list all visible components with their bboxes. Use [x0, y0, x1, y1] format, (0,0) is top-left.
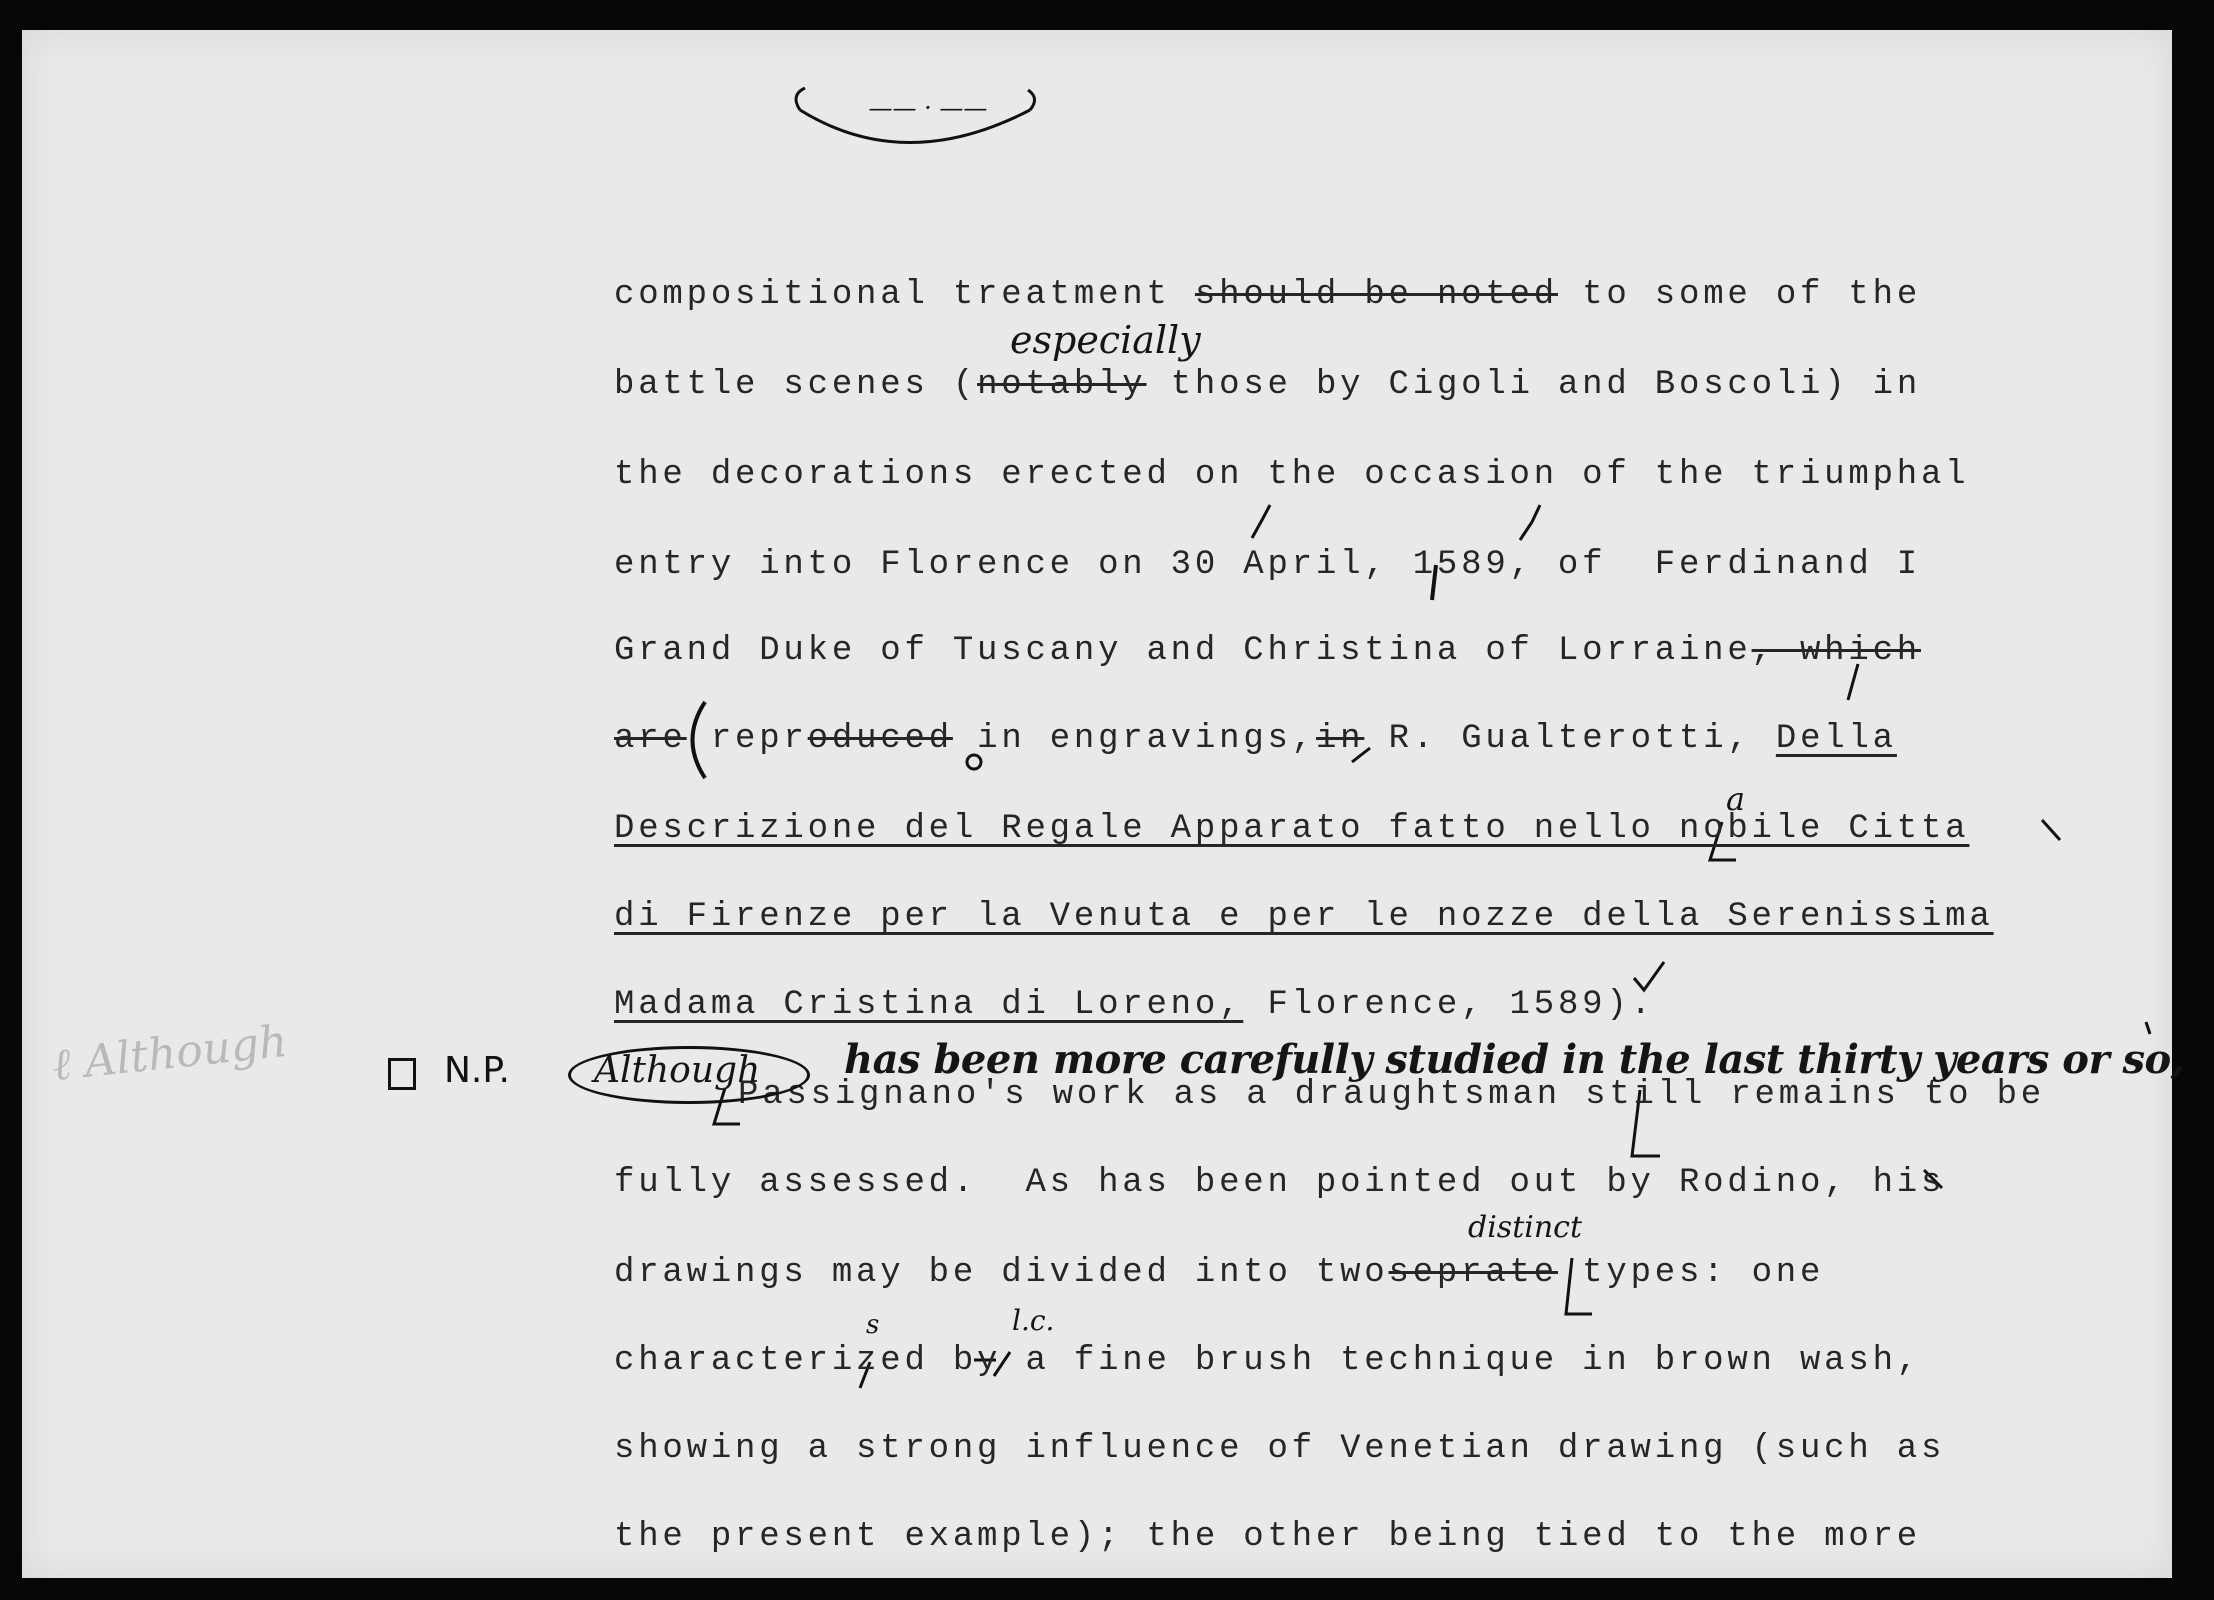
margin-checkbox	[388, 1058, 416, 1090]
text-run: drawings may be divided into two	[614, 1254, 1389, 1292]
text-line-9	[614, 986, 1655, 1024]
text-run: R. Gualterotti,	[1364, 720, 1776, 758]
text-line-4	[614, 546, 1921, 584]
text-run: in engravings,	[952, 720, 1316, 758]
text-line-8	[614, 898, 1994, 936]
text-line-3	[614, 456, 1969, 494]
text-line-5	[614, 632, 1921, 670]
text-line-1	[614, 276, 1921, 314]
text-run: to some of the	[1582, 276, 1922, 314]
text-run: the present example); the other being tied to the more	[614, 1518, 1921, 1556]
text-run: Florence, 1589).	[1243, 986, 1655, 1024]
text-run: fully assessed. As has been pointed out by Rodino, his	[614, 1164, 1946, 1202]
deleted-text: , which	[1751, 632, 1921, 670]
top-stamp: —— · ——	[868, 94, 988, 122]
text-line-14	[614, 1430, 1945, 1468]
text-run: showing a strong influence of Venetian drawing (such as	[614, 1430, 1946, 1468]
deleted-text: notably	[977, 366, 1147, 404]
handwritten-distinct: distinct	[1468, 1210, 1583, 1245]
text-run: characterized by a fine brush technique in brown wash,	[614, 1342, 1921, 1380]
text-line-7	[614, 810, 1969, 848]
text-line-2	[614, 366, 1921, 404]
text-line-6	[614, 720, 1897, 758]
handwritten-lc: l.c.	[1012, 1304, 1055, 1337]
margin-ghost-writing: ℓ Although	[49, 1015, 290, 1092]
text-run: battle scenes (	[614, 366, 978, 404]
text-run: Passignano's work as a draughtsman still remains to be	[738, 1076, 2045, 1114]
text-run: the decorations erected on the occasion of the triumphal	[614, 456, 1970, 494]
text-line-15	[614, 1518, 1921, 1556]
deleted-text: seprate	[1388, 1254, 1558, 1292]
underlined-title: Madama Cristina di Loreno,	[614, 986, 1244, 1024]
underlined-title: Della	[1775, 720, 1897, 758]
handwritten-a: a	[1726, 780, 1746, 818]
text-run: repr	[710, 720, 808, 758]
text-run: compositional treatment	[614, 276, 1171, 314]
handwritten-especially: especially	[1010, 318, 1201, 362]
handwritten-although: Although	[594, 1050, 761, 1091]
handwritten-s: s	[866, 1310, 880, 1340]
text-run: entry into Florence on 30 April, 1589, of Ferdinand I	[614, 546, 1921, 584]
underlined-title: Descrizione del Regale Apparato fatto nello nobile Citta	[614, 810, 1970, 848]
handwritten-insertion: has been more carefully studied in the last thirty years or so,	[844, 1036, 2185, 1083]
margin-np-label: N.P.	[444, 1050, 510, 1091]
underlined-title: di Firenze per la Venuta e per le nozze della Serenissima	[614, 898, 1994, 936]
text-run: those by Cigoli and Boscoli) in	[1170, 366, 1922, 404]
deleted-text: in	[1315, 720, 1365, 758]
text-run: Grand Duke of Tuscany and Christina of Lorraine	[614, 632, 1752, 670]
text-line-13	[614, 1342, 1921, 1380]
deleted-text: are	[614, 720, 687, 758]
deleted-text: oduced	[807, 720, 953, 758]
text-run: types: one	[1557, 1254, 1825, 1292]
text-line-11	[614, 1164, 1945, 1202]
text-line-12	[614, 1254, 1824, 1292]
deleted-text: should be noted	[1194, 276, 1558, 314]
